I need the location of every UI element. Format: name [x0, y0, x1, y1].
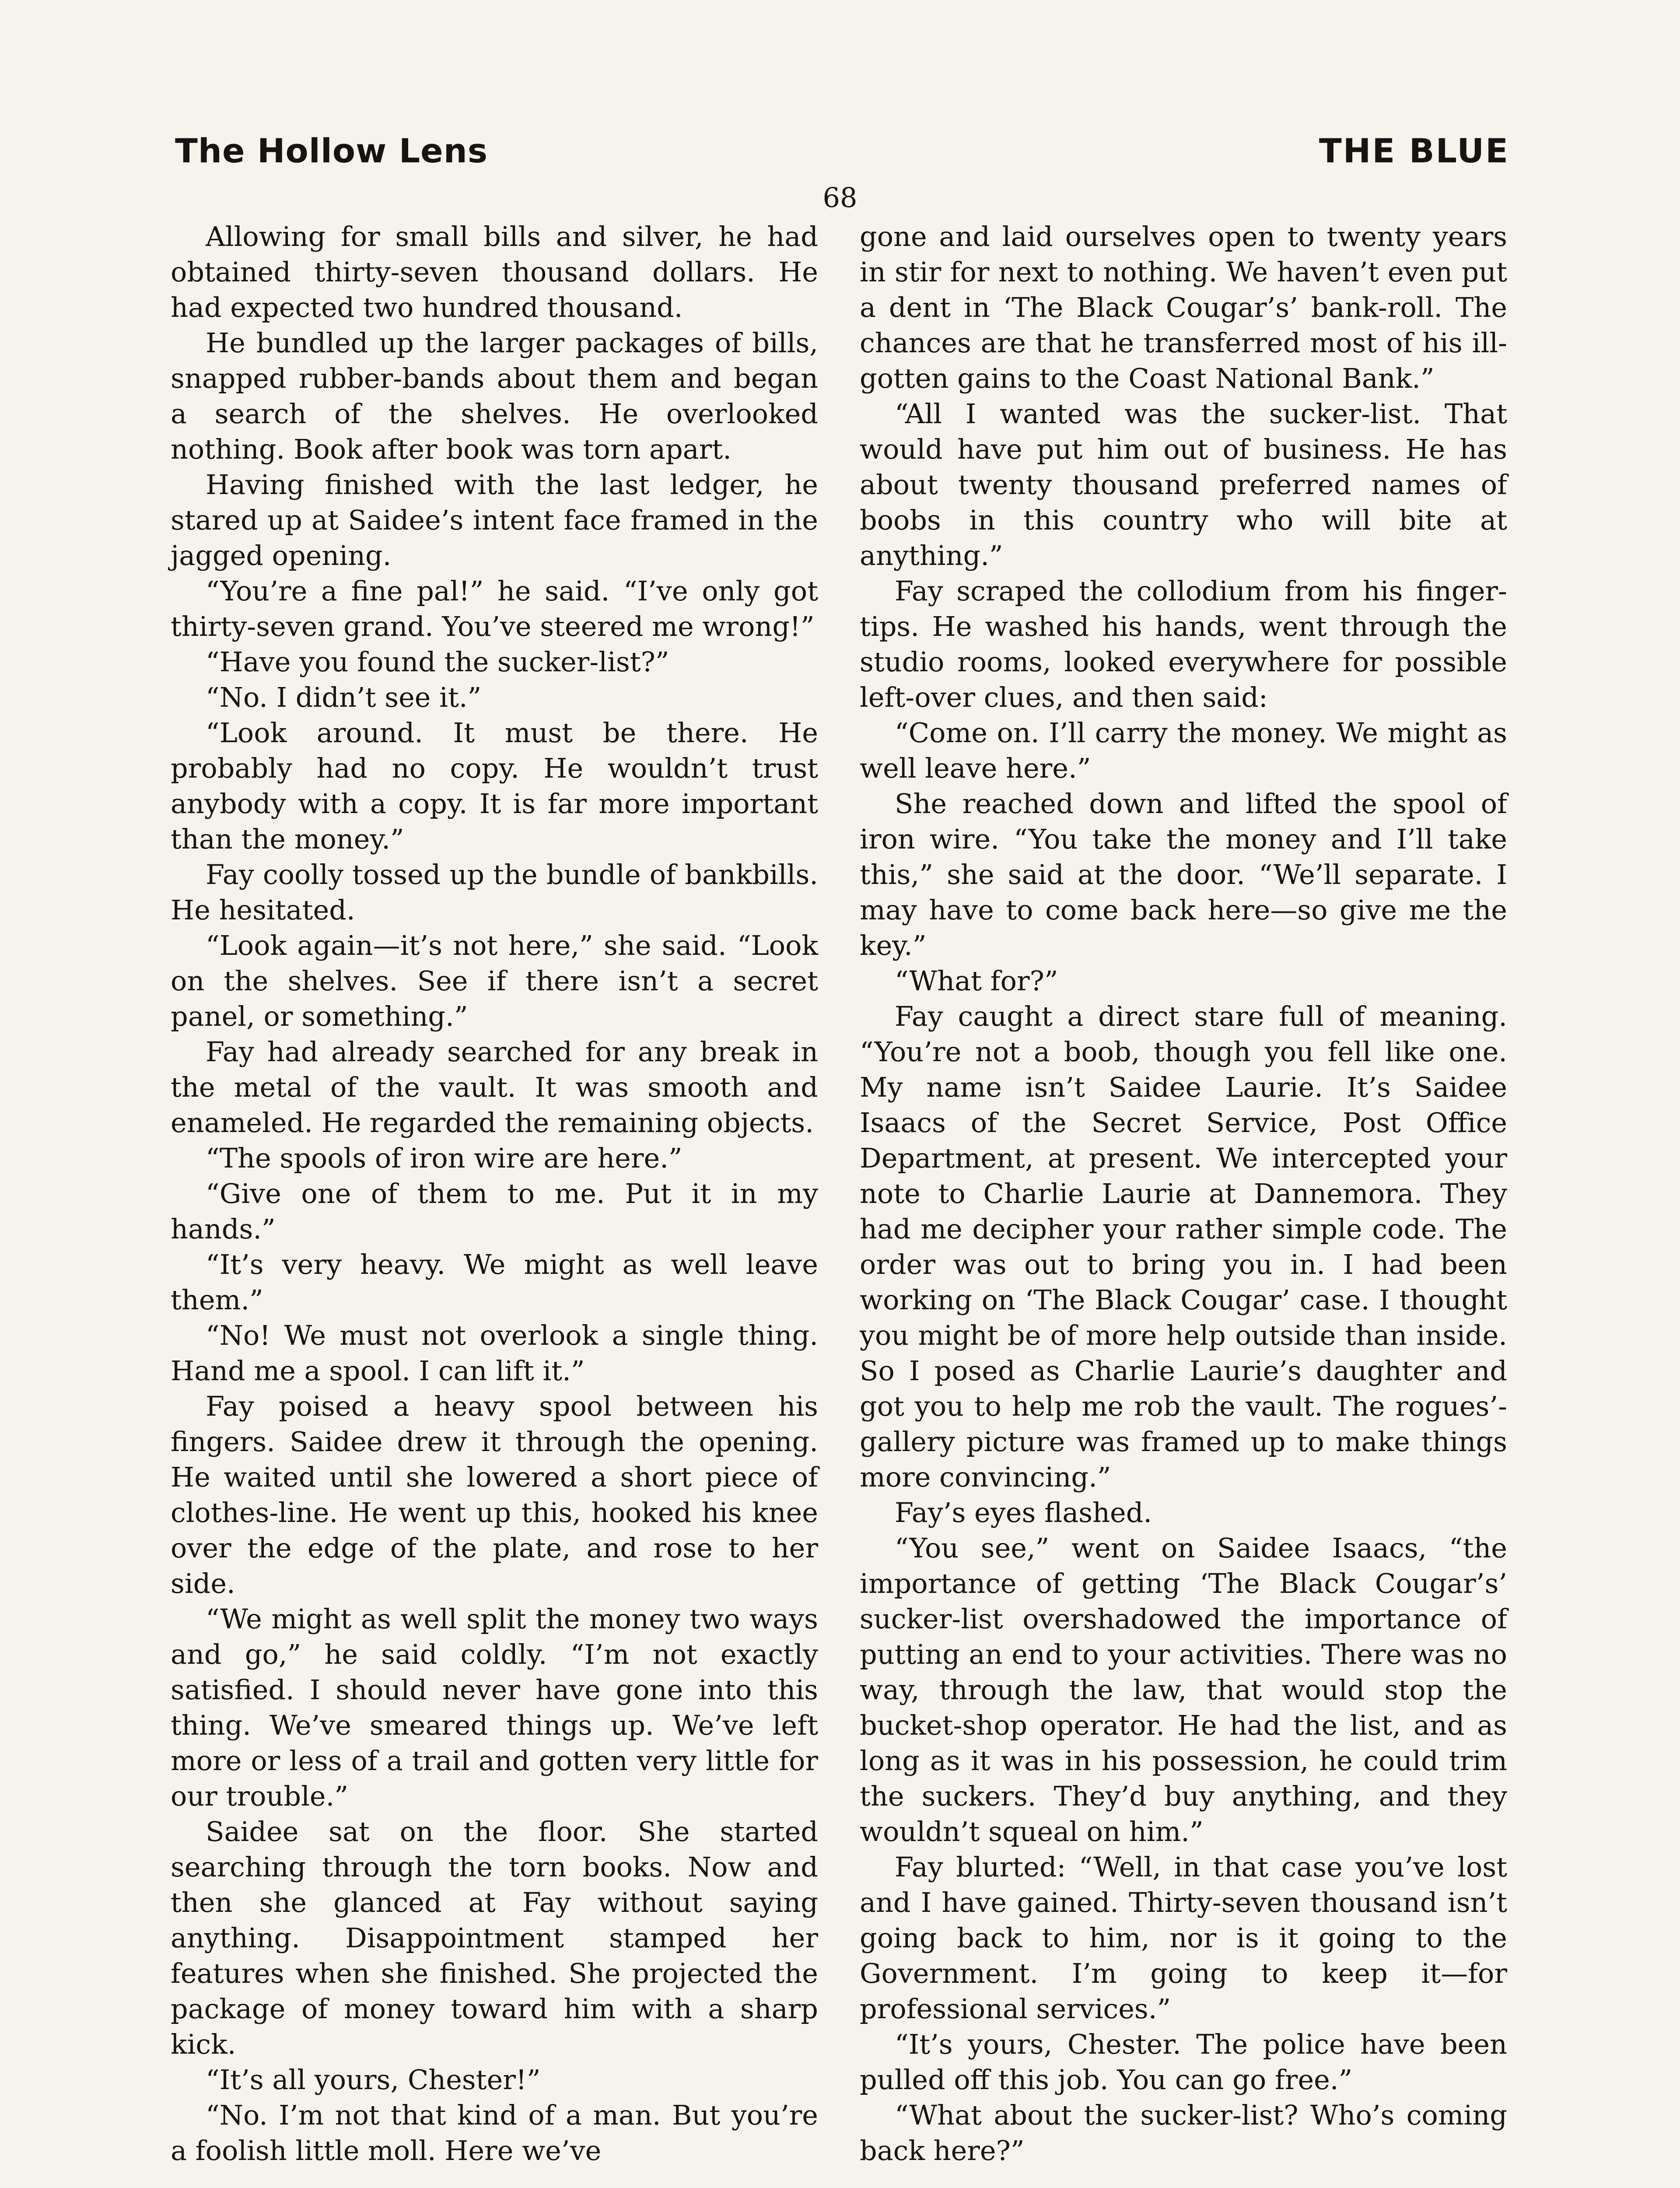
running-header	[175, 131, 1509, 179]
paragraph: Fay blurted: “Well, in that case you’ve lost and I have gained. Thirty-seven thousand isn’t going back to him, nor is it going to the Government. I’m going to keep it—for professional services.”	[860, 1851, 1507, 2025]
paragraph: “All I wanted was the sucker-list. That would have put him out of business. He has about twenty thousand preferred names of boobs in this country who will bite at anything.”	[860, 398, 1507, 572]
paragraph: Allowing for small bills and silver, he had obtained thirty-seven thousand dollars. He had expected two hundred thousand.	[171, 221, 818, 323]
paragraph: “No. I didn’t see it.”	[206, 681, 482, 713]
page-number: 68	[822, 182, 858, 214]
paragraph: Fay’s eyes flashed.	[895, 1497, 1152, 1529]
story-title: The Hollow Lens	[175, 131, 488, 170]
paragraph: Fay caught a direct stare full of meaning. “You’re not a boob, though you fell like one. My name isn’t Saidee Laurie. It’s Saidee Isaacs of the Secret Service, Post Office Department, at present. We intercepted your note to Charlie Laurie at Dannemora. They had me decipher your rather simple code. The order was out to bring you in. I had been working on ‘The Black Cougar’ case. I thought you might be of more help outside than inside. So I posed as Charlie Laurie’s daughter and got you to help me rob the vault. The rogues’-gallery picture was framed up to make things more convincing.”	[860, 1000, 1507, 1493]
paragraph: “Look again—it’s not here,” she said. “Look on the shelves. See if there isn’t a secret panel, or something.”	[171, 929, 818, 1032]
magazine-title: THE BLUE	[1319, 131, 1509, 170]
paragraph: “Have you found the sucker-list?”	[206, 646, 669, 678]
paragraph: “The spools of iron wire are here.”	[206, 1142, 682, 1174]
paragraph: “What for?”	[895, 965, 1058, 997]
paragraph: “You see,” went on Saidee Isaacs, “the importance of getting ‘The Black Cougar’s’ sucker-list overshadowed the importance of putting an end to your activities. There was no way, through the law, that would stop the bucket-shop operator. He had the list, and as long as it was in his possession, he could trim the suckers. They’d buy anything, and they wouldn’t squeal on him.”	[860, 1532, 1507, 1848]
text-column-left	[171, 219, 818, 2168]
paragraph: “No. I’m not that kind of a man. But you’re a foolish little moll. Here we’ve	[171, 2099, 818, 2167]
paragraph: “You’re a fine pal!” he said. “I’ve only got thirty-seven grand. You’ve steered me wrong!”	[171, 575, 818, 642]
paragraph: “It’s very heavy. We might as well leave them.”	[171, 1248, 818, 1316]
paragraph: “What about the sucker-list? Who’s coming back here?”	[860, 2099, 1507, 2167]
paragraph: Fay poised a heavy spool between his fingers. Saidee drew it through the opening. He waited until she lowered a short piece of clothes-line. He went up this, hooked his knee over the edge of the plate, and rose to her side.	[171, 1390, 818, 1599]
paragraph: “It’s all yours, Chester!”	[206, 2064, 541, 2096]
paragraph: Having finished with the last ledger, he stared up at Saidee’s intent face framed in the jagged opening.	[171, 469, 818, 572]
paragraph: He bundled up the larger packages of bills, snapped rubber-bands about them and began a search of the shelves. He overlooked nothing. Book after book was torn apart.	[171, 327, 818, 465]
paragraph: “It’s yours, Chester. The police have been pulled off this job. You can go free.”	[860, 2028, 1507, 2096]
paragraph: She reached down and lifted the spool of iron wire. “You take the money and I’ll take this,” she said at the door. “We’ll separate. I may have to come back here—so give me the key.”	[860, 788, 1507, 961]
paragraph: gone and laid ourselves open to twenty years in stir for next to nothing. We haven’t even put a dent in ‘The Black Cougar’s’ bank-roll. The chances are that he transferred most of his ill-gotten gains to the Coast National Bank.”	[860, 221, 1507, 394]
paragraph: Fay had already searched for any break in the metal of the vault. It was smooth and enameled. He regarded the remaining objects.	[171, 1036, 818, 1139]
paragraph: “Look around. It must be there. He probably had no copy. He wouldn’t trust anybody with a copy. It is far more important than the money.”	[171, 717, 818, 855]
paragraph: Saidee sat on the floor. She started searching through the torn books. Now and then she glanced at Fay without saying anything. Disappointment stamped her features when she finished. She projected the package of money toward him with a sharp kick.	[171, 1816, 818, 2060]
paragraph: Fay coolly tossed up the bundle of bankbills. He hesitated.	[171, 859, 818, 926]
paragraph: “Give one of them to me. Put it in my hands.”	[171, 1178, 818, 1245]
text-column-right	[860, 219, 1507, 2168]
paragraph: “No! We must not overlook a single thing. Hand me a spool. I can lift it.”	[171, 1319, 818, 1387]
paragraph: Fay scraped the collodium from his finger-tips. He washed his hands, went through the studio rooms, looked everywhere for possible left-over clues, and then said:	[860, 575, 1507, 713]
paragraph: “Come on. I’ll carry the money. We might as well leave here.”	[860, 717, 1507, 784]
paragraph: “We might as well split the money two ways and go,” he said coldly. “I’m not exactly satisfied. I should never have gone into this thing. We’ve smeared things up. We’ve left more or less of a trail and gotten very little for our trouble.”	[171, 1603, 818, 1812]
